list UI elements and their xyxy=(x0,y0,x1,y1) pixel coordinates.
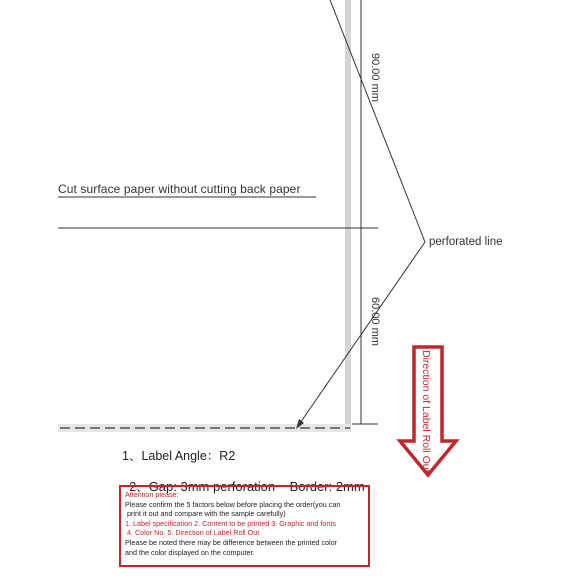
pointer-line-upper xyxy=(330,0,425,242)
dimension-label-top: 90.00 mm xyxy=(369,53,381,102)
spec-line-2-text: Gap: 3mm perforation Border: 2mm xyxy=(148,479,365,494)
attention-note-line-2: and the color displayed on the computer. xyxy=(125,547,255,557)
attention-box xyxy=(119,485,370,567)
spec-line-2-number: 2、 xyxy=(129,480,149,494)
spec-line-1-text: Label Angle：R2 xyxy=(141,449,236,463)
dimension-label-bottom: 60.00 mm xyxy=(369,297,381,346)
attention-title: Attention please: xyxy=(125,490,179,499)
attention-note-line-1: Please be noted there may be difference between the printed color xyxy=(125,537,338,547)
perforated-line-label: perforated line xyxy=(429,236,503,248)
spec-line-1-number: 1、 xyxy=(122,449,142,463)
direction-label: Direction of Label Roll Out xyxy=(420,350,432,473)
attention-text-line-2: print it out and compare with the sample carefully) xyxy=(127,509,286,519)
attention-factors-line-1: 1. Label specification 2. Content to be printed 3. Graphic and fonts xyxy=(125,518,336,528)
label-right-edge-strip xyxy=(345,0,351,432)
attention-text-line-1: Please confirm the 5 factors below before placing the order(you can xyxy=(125,499,341,509)
attention-factors-line-2: 4. Color No. 5. Direction of Label Roll Out xyxy=(127,528,260,538)
cut-instruction-label: Cut surface paper without cutting back paper xyxy=(58,182,301,196)
